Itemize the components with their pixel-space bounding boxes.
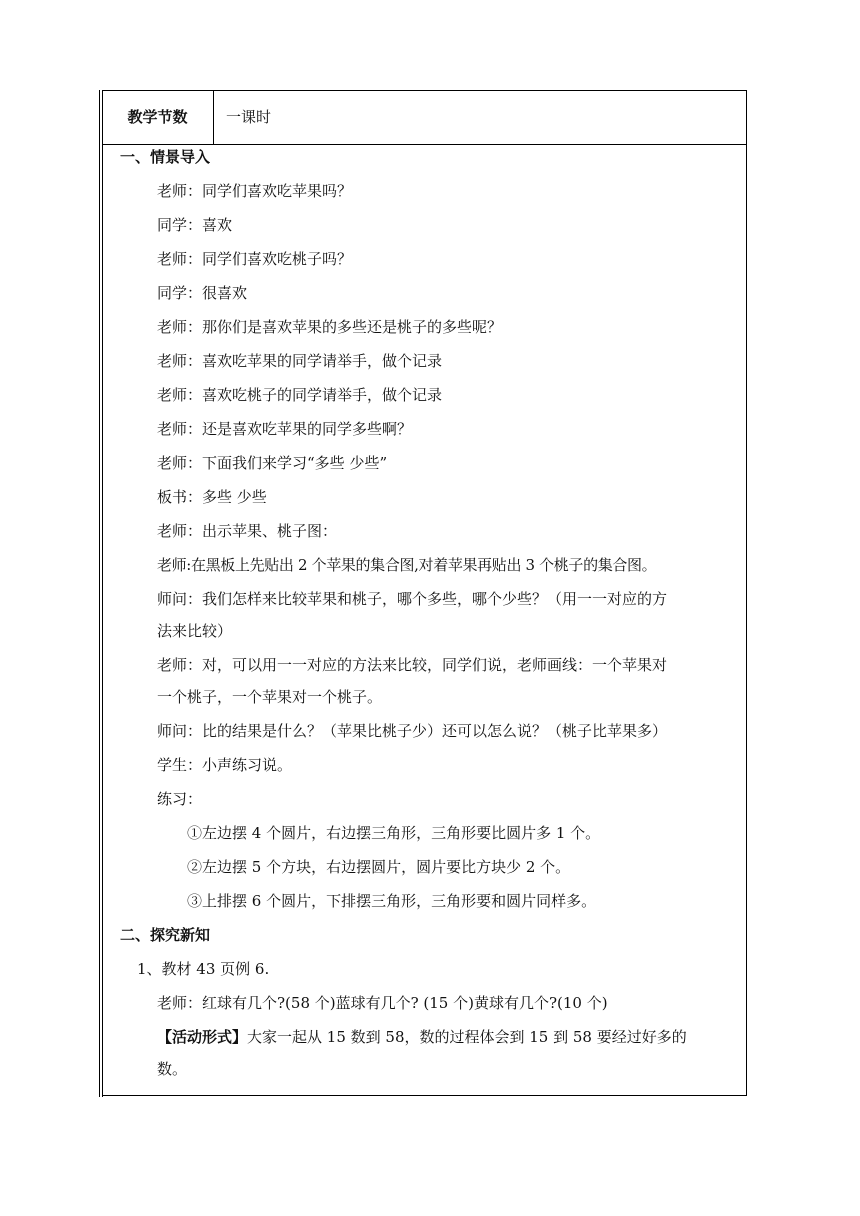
activity-tag: 【活动形式】: [157, 1028, 248, 1046]
dialog-line: 老师:在黑板上先贴出 2 个苹果的集合图,对着苹果再贴出 3 个桃子的集合图。: [157, 556, 657, 574]
dialog-line: 老师：喜欢吃桃子的同学请举手，做个记录: [157, 386, 443, 404]
dialog-line: 同学：喜欢: [157, 216, 233, 234]
lesson-count-value: 一课时: [226, 108, 272, 126]
dialog-line: 师问：比的结果是什么？（苹果比桃子少）还可以怎么说？（桃子比苹果多）: [157, 722, 668, 740]
activity-continuation: 数。: [157, 1060, 188, 1078]
lesson-count-label: 教学节数: [102, 91, 214, 144]
dialog-line: 学生：小声练习说。: [157, 756, 293, 774]
dialog-line: 老师：对，可以用一一对应的方法来比较，同学们说，老师画线：一个苹果对: [157, 656, 668, 674]
dialog-line: 同学：很喜欢: [157, 284, 248, 302]
dialog-line: 师问：我们怎样来比较苹果和桃子，哪个多些，哪个少些？（用一一对应的方: [157, 590, 668, 608]
dialog-line: 老师：同学们喜欢吃桃子吗？: [157, 250, 353, 268]
dialog-line: 老师：还是喜欢吃苹果的同学多些啊？: [157, 420, 413, 438]
dialog-line: 老师：那你们是喜欢苹果的多些还是桃子的多些呢？: [157, 318, 503, 336]
dialog-line: 老师：红球有几个?(58 个)蓝球有几个? (15 个)黄球有几个?(10 个): [157, 994, 608, 1012]
dialog-line: 一个桃子，一个苹果对一个桃子。: [157, 688, 383, 706]
lesson-plan-table: [102, 90, 747, 1096]
section-title-explore: 二、探究新知: [120, 926, 211, 944]
exercise-item: ③上排摆 6 个圆片，下排摆三角形，三角形要和圆片同样多。: [187, 892, 597, 910]
activity-text: 大家一起从 15 数到 58，数的过程体会到 15 到 58 要经过好多的: [247, 1028, 687, 1046]
dialog-line: 老师：同学们喜欢吃苹果吗？: [157, 182, 353, 200]
dialog-line: 老师：下面我们来学习“多些 少些”: [157, 454, 388, 472]
textbook-item: 1、教材 43 页例 6.: [137, 960, 270, 978]
activity-line: [157, 1027, 687, 1047]
section-title-intro: 一、情景导入: [120, 148, 211, 166]
dialog-line: 板书：多些 少些: [157, 488, 267, 506]
dialog-line: 法来比较）: [157, 622, 233, 640]
header-row: [102, 91, 746, 145]
dialog-line: 练习：: [157, 790, 203, 808]
dialog-line: 老师：出示苹果、桃子图：: [157, 522, 338, 540]
exercise-item: ①左边摆 4 个圆片，右边摆三角形，三角形要比圆片多 1 个。: [187, 824, 601, 842]
dialog-line: 老师：喜欢吃苹果的同学请举手，做个记录: [157, 352, 443, 370]
exercise-item: ②左边摆 5 个方块，右边摆圆片，圆片要比方块少 2 个。: [187, 858, 571, 876]
